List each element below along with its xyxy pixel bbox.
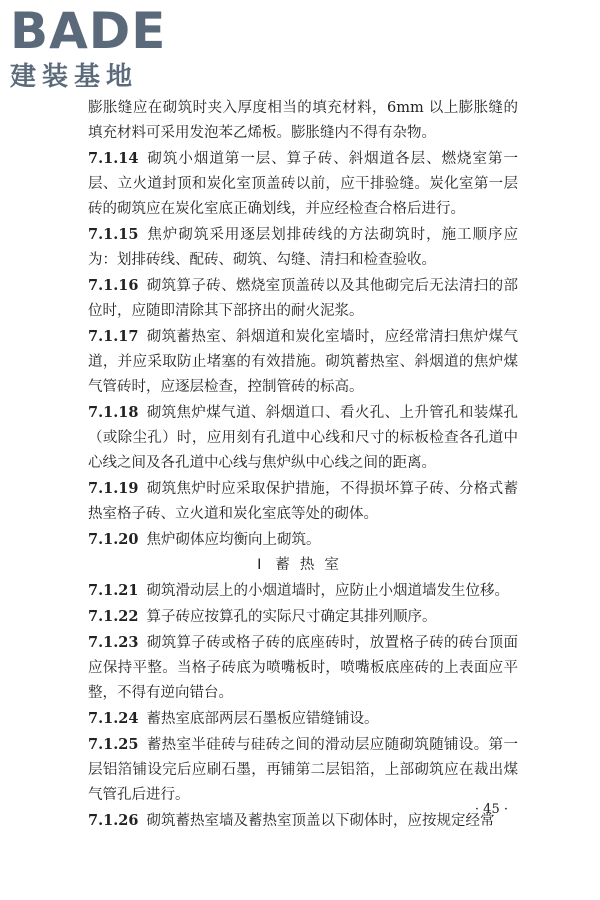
clause-text: 砌筑小烟道第一层、算子砖、斜烟道各层、燃烧室第一层、立火道封顶和炭化室顶盖砖以前，应干排验缝。炭化室第一层砖的砌筑应在炭化室底正确划线，并应经检查合格后进行。: [88, 151, 518, 217]
clause: [88, 273, 518, 324]
clause-text: 蓄热室底部两层石墨板应错缝铺设。: [146, 711, 379, 727]
brand-logo: [10, 4, 180, 94]
clause-text: 算子砖应按算孔的实际尺寸确定其排列顺序。: [146, 609, 437, 625]
clause-number: 7.1.14: [88, 150, 139, 167]
clause: [88, 808, 518, 834]
clause-number: 7.1.26: [88, 812, 139, 829]
logo-brand-text: BADE: [10, 2, 167, 60]
clause-number: 7.1.24: [88, 710, 139, 727]
clause: [88, 578, 518, 604]
clause-text: 砌筑算子砖或格子砖的底座砖时，放置格子砖的砖台顶面应保持平整。当格子砖底为喷嘴板时，喷嘴板底座砖的上表面应平整，不得有逆向错台。: [88, 635, 518, 701]
clause: [88, 706, 518, 732]
clause-text: 砌筑算子砖、燃烧室顶盖砖以及其他砌完后无法清扫的部位时，应随即清除其下部挤出的耐火泥浆。: [88, 278, 518, 319]
clause: [88, 630, 518, 706]
clause-number: 7.1.19: [88, 480, 139, 497]
document-body: [88, 96, 518, 834]
clause-text: 砌筑焦炉时应采取保护措施，不得损坏算子砖、分格式蓄热室格子砖、立火道和炭化室底等处的砌体。: [88, 481, 518, 522]
clause-text: 砌筑焦炉煤气道、斜烟道口、看火孔、上升管孔和装煤孔（或除尘孔）时，应用刻有孔道中心线和尺寸的标板检查各孔道中心线之间及各孔道中心线与焦炉纵中心线之间的距离。: [88, 405, 518, 471]
clause: [88, 146, 518, 222]
paragraph-text: 膨胀缝应在砌筑时夹入厚度相当的填充材料，6mm 以上膨胀缝的填充材料可采用发泡苯乙烯板。膨胀缝内不得有杂物。: [88, 100, 518, 141]
clause: [88, 324, 518, 400]
paragraph: [88, 96, 518, 146]
clause-number: 7.1.18: [88, 404, 139, 421]
clause-number: 7.1.25: [88, 736, 139, 753]
clause-text: 蓄热室半硅砖与硅砖之间的滑动层应随砌筑随铺设。第一层铝箔铺设完后应刷石墨，再铺第二层铝箔，上部砌筑应在裁出煤气管孔后进行。: [88, 737, 518, 803]
logo-subtitle: 建装基地: [10, 62, 139, 92]
section-heading: [88, 553, 518, 578]
clause-number: 7.1.20: [88, 531, 139, 548]
section-number: Ⅰ: [257, 557, 262, 573]
clause-text: 焦炉砌筑采用逐层划排砖线的方法砌筑时，施工顺序应为：划排砖线、配砖、砌筑、勾缝、清扫和检查验收。: [88, 227, 518, 268]
clause: [88, 476, 518, 527]
clause: [88, 527, 518, 553]
clause: [88, 400, 518, 476]
clause-number: 7.1.15: [88, 226, 139, 243]
clause-number: 7.1.23: [88, 634, 139, 651]
clause: [88, 732, 518, 808]
clause-text: 砌筑蓄热室、斜烟道和炭化室墙时，应经常清扫焦炉煤气道，并应采取防止堵塞的有效措施。砌筑蓄热室、斜烟道的焦炉煤气管砖时，应逐层检查，控制管砖的标高。: [88, 329, 518, 395]
clause: [88, 222, 518, 273]
section-title: 蓄热室: [275, 557, 349, 573]
clause-number: 7.1.22: [88, 608, 139, 625]
clause-text: 焦炉砌体应均衡向上砌筑。: [146, 532, 321, 548]
clause-number: 7.1.21: [88, 582, 139, 599]
clause: [88, 604, 518, 630]
clause-number: 7.1.16: [88, 277, 139, 294]
clause-number: 7.1.17: [88, 328, 139, 345]
page-number: · 45 ·: [474, 802, 508, 817]
clause-text: 砌筑蓄热室墙及蓄热室顶盖以下砌体时，应按规定经常: [146, 813, 495, 829]
clause-text: 砌筑滑动层上的小烟道墙时，应防止小烟道墙发生位移。: [146, 583, 509, 599]
